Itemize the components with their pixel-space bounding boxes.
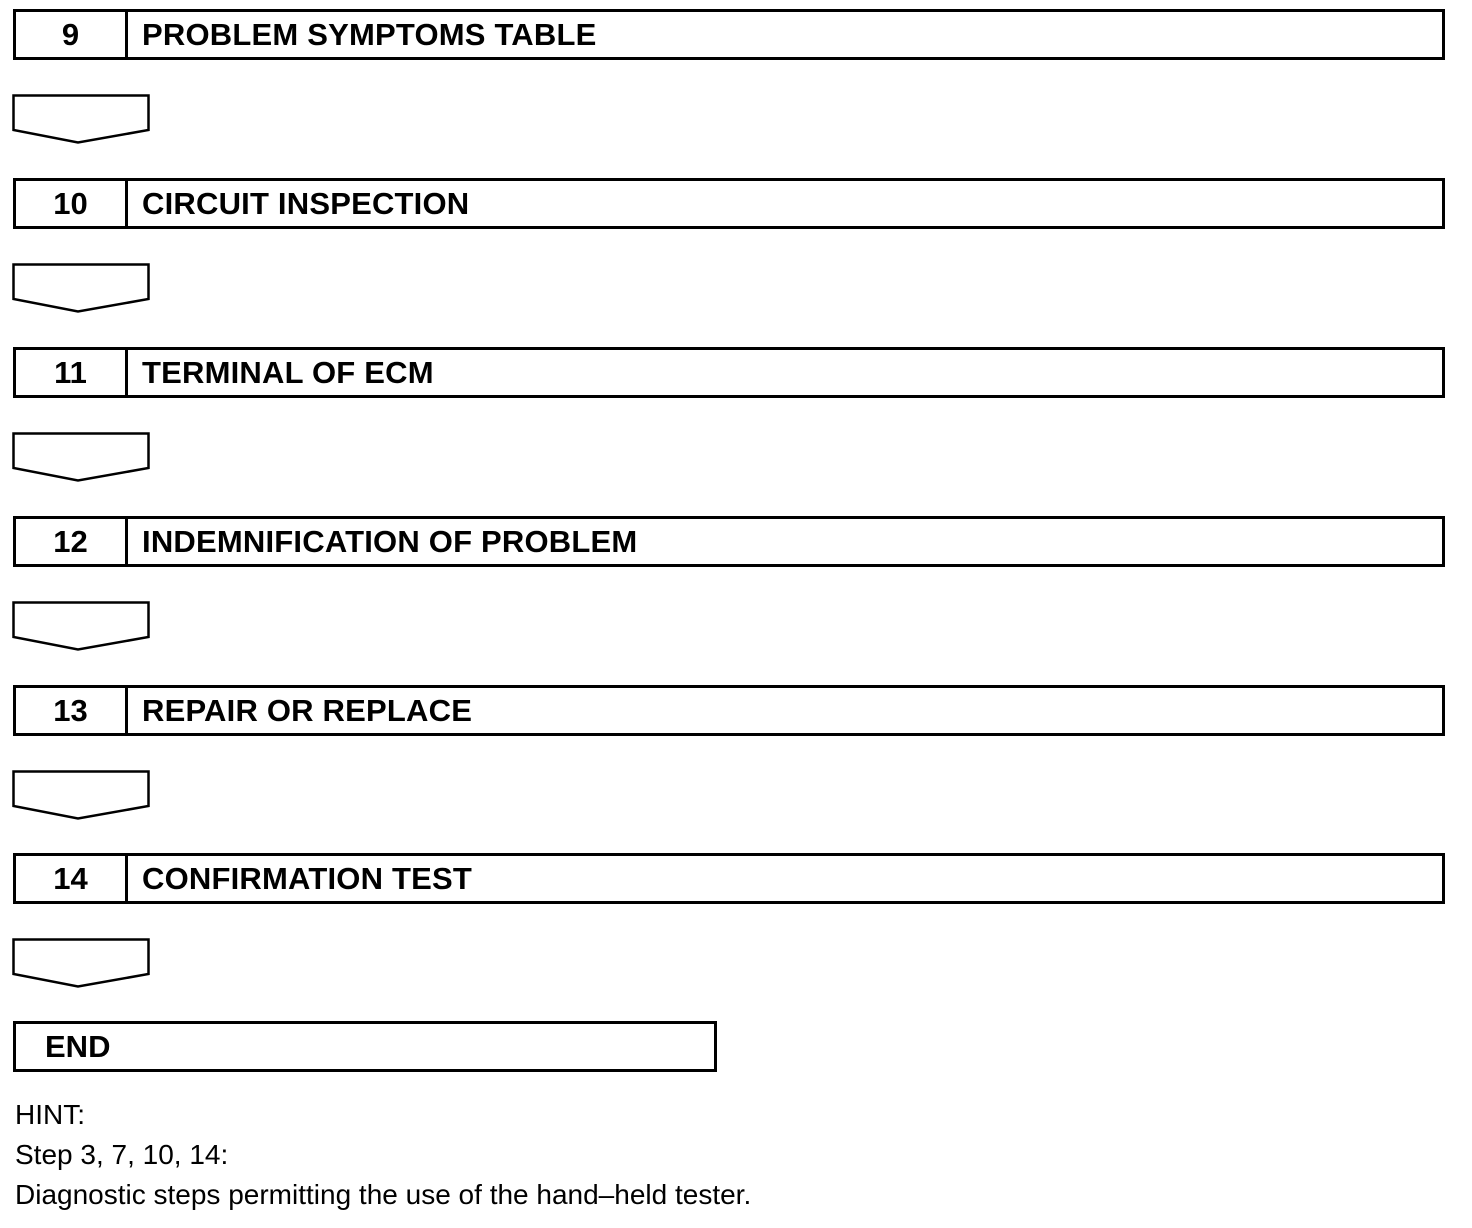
- flow-arrow-icon: [12, 938, 150, 988]
- step-title: PROBLEM SYMPTOMS TABLE: [142, 16, 597, 52]
- flow-step-11: [13, 347, 1445, 398]
- flow-arrow-icon: [12, 263, 150, 313]
- step-number: 12: [16, 519, 128, 564]
- flow-step-14: [13, 853, 1445, 904]
- step-title: REPAIR OR REPLACE: [142, 692, 473, 728]
- step-number: 14: [16, 856, 128, 901]
- hint-description: Diagnostic steps permitting the use of the hand–held tester.: [15, 1179, 752, 1210]
- step-number: 9: [16, 12, 128, 57]
- step-title: CONFIRMATION TEST: [142, 860, 473, 896]
- step-number: 10: [16, 181, 128, 226]
- step-number: 13: [16, 688, 128, 733]
- flow-arrow-icon: [12, 770, 150, 820]
- flow-step-13: [13, 685, 1445, 736]
- step-title: INDEMNIFICATION OF PROBLEM: [142, 523, 638, 559]
- flow-arrow-icon: [12, 432, 150, 482]
- hint-heading: HINT:: [15, 1099, 85, 1130]
- flow-step-9: [13, 9, 1445, 60]
- flow-arrow-icon: [12, 601, 150, 651]
- hint-steps: Step 3, 7, 10, 14:: [15, 1139, 229, 1170]
- flow-arrow-icon: [12, 94, 150, 144]
- flow-step-12: [13, 516, 1445, 567]
- flow-step-10: [13, 178, 1445, 229]
- flow-end: END: [13, 1021, 717, 1072]
- step-title: TERMINAL OF ECM: [142, 354, 434, 390]
- step-title: CIRCUIT INSPECTION: [142, 185, 470, 221]
- step-number: 11: [16, 350, 128, 395]
